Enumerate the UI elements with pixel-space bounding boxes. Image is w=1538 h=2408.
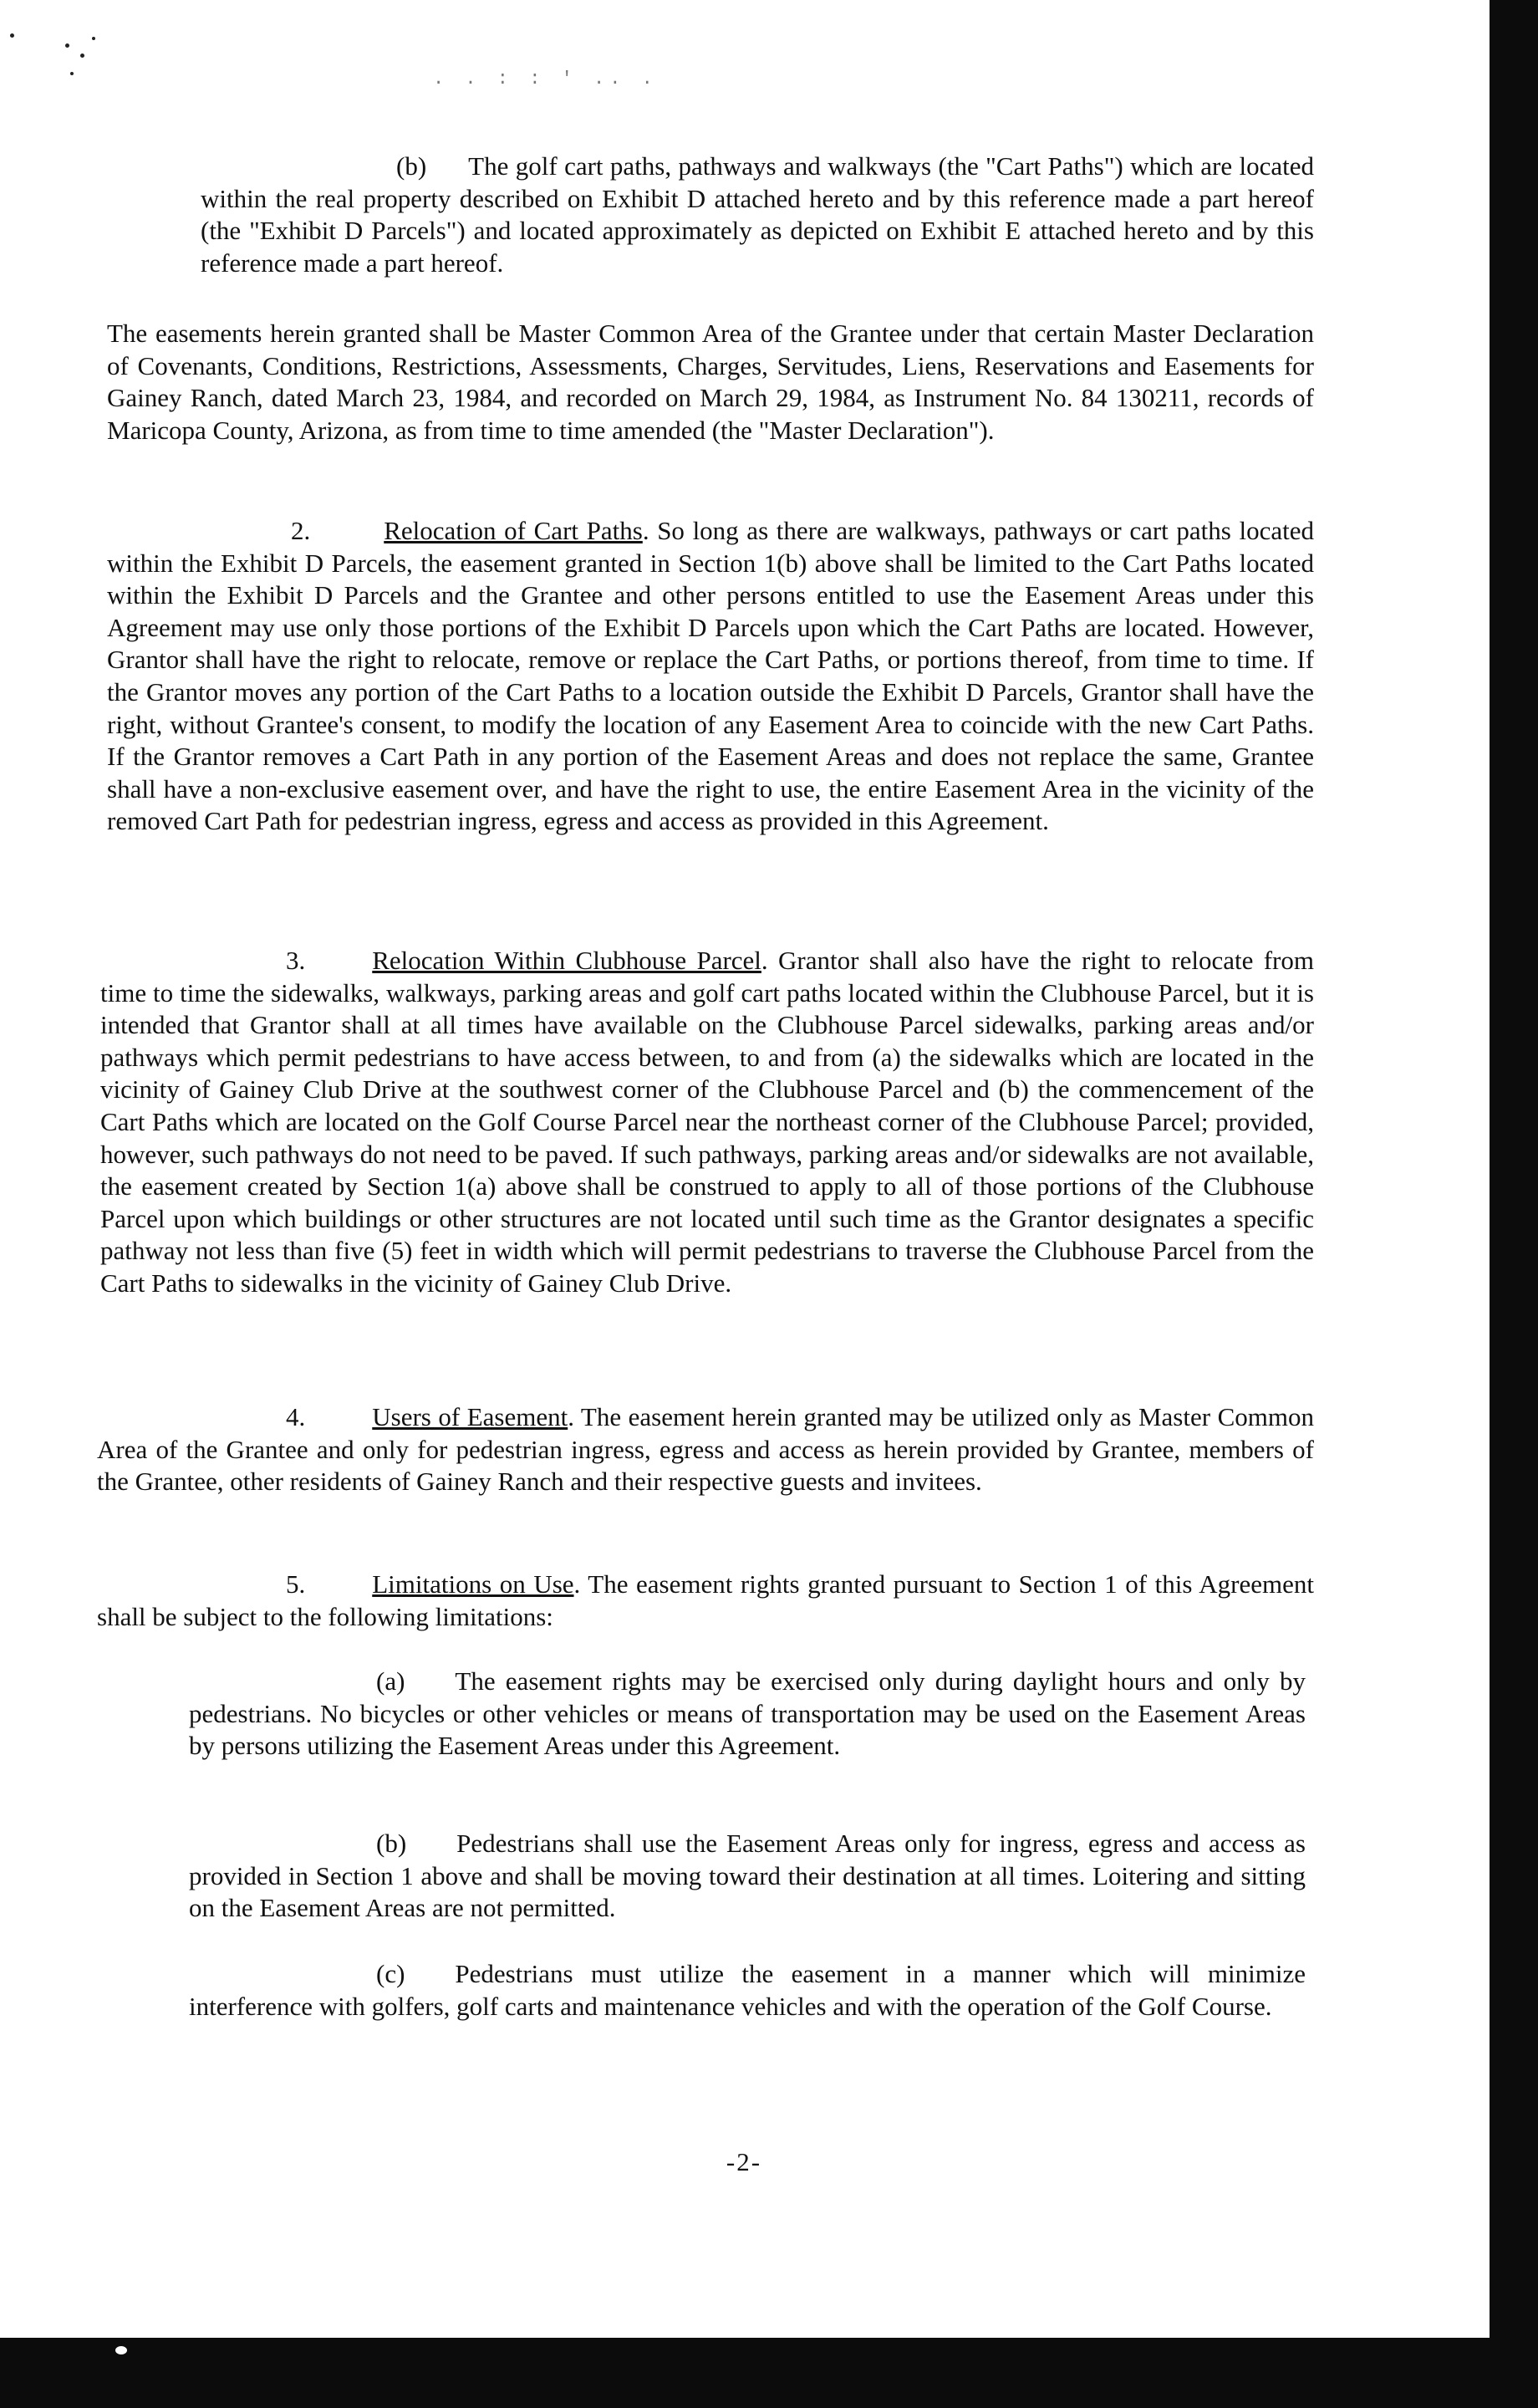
subparagraph-label: (b) xyxy=(376,1829,407,1858)
section-5a xyxy=(189,1666,1306,1763)
section-text: . The easement rights granted pursuant to Section 1 of this Agreement shall be subject to the following limitations: xyxy=(97,1569,1314,1631)
scan-edge-right xyxy=(1490,0,1538,2408)
page-number: -2- xyxy=(726,2147,762,2176)
section-heading: Relocation of Cart Paths xyxy=(384,516,643,545)
subparagraph-label: (a) xyxy=(376,1666,405,1696)
paragraph-text: The golf cart paths, pathways and walkways (the "Cart Paths") which are located within the real property described on Exhibit D attached hereto and by this reference made a part hereof (the "Exhibit D Parcels") and located approximately as depicted on Exhibit E attached hereto and by this reference made a part hereof. xyxy=(201,151,1314,278)
section-4 xyxy=(97,1401,1314,1498)
paragraph-1b xyxy=(201,150,1314,279)
paragraph-text: The easement rights may be exercised only during daylight hours and only by pedestrians. No bicycles or other vehicles or means of transportation may be used on the Easement Areas by persons utilizing the Easement Areas under this Agreement. xyxy=(189,1666,1306,1761)
scan-speck xyxy=(10,33,14,38)
section-2 xyxy=(107,515,1314,838)
paragraph-text: The easements herein granted shall be Master Common Area of the Grantee under that certain Master Declaration of Covenants, Conditions, Restrictions, Assessments, Charges, Servitudes, Liens, Reservations and Easements for Gainey Ranch, dated March 23, 1984, and recorded on March 29, 1984, as Instrument No. 84 130211, records of Maricopa County, Arizona, as from time to time amended (the "Master Declaration"). xyxy=(107,319,1314,445)
scan-speck xyxy=(65,43,69,48)
section-5c xyxy=(189,1958,1306,2023)
faint-stamp: . . : : ' .. . xyxy=(433,69,658,89)
section-number: 3. xyxy=(286,946,306,975)
scan-speck xyxy=(92,37,95,40)
scan-speck xyxy=(115,2346,127,2354)
section-text: . Grantor shall also have the right to relocate from time to time the sidewalks, walkways, parking areas and golf cart paths located within the Clubhouse Parcel, but it is intended that Grantor shall at all times have available on the Clubhouse Parcel sidewalks, parking areas and/or pathways which permit pedestrians to have access between, to and from (a) the sidewalks which are located in the vicinity of Gainey Club Drive at the southwest corner of the Clubhouse Parcel and (b) the commencement of the Cart Paths which are located on the Golf Course Parcel near the northeast corner of the Clubhouse Parcel; provided, however, such pathways do not need to be paved. If such pathways, parking areas and/or sidewalks are not available, the easement created by Section 1(a) above shall be construed to apply to all of those portions of the Clubhouse Parcel upon which buildings or other structures are not located until such time as the Grantor designates a specific pathway not less than five (5) feet in width which will permit pedestrians to traverse the Clubhouse Parcel from the Cart Paths to sidewalks in the vicinity of Gainey Club Drive. xyxy=(100,946,1314,1298)
section-number: 4. xyxy=(286,1402,306,1431)
section-3 xyxy=(100,945,1314,1300)
section-number: 5. xyxy=(286,1569,306,1599)
section-heading: Relocation Within Clubhouse Parcel xyxy=(372,946,761,975)
scan-speck xyxy=(70,72,74,75)
paragraph-text: Pedestrians shall use the Easement Areas only for ingress, egress and access as provided in Section 1 above and shall be moving toward their destination at all times. Loitering and sitting on the Easement Areas are not permitted. xyxy=(189,1829,1306,1923)
section-text: . The easement herein granted may be utilized only as Master Common Area of the Grantee and only for pedestrian ingress, egress and access as herein provided by Grantee, members of the Grantee, other residents of Gainey Ranch and their respective guests and invitees. xyxy=(97,1402,1314,1497)
section-5 xyxy=(97,1569,1314,1633)
subparagraph-label: (c) xyxy=(376,1959,405,1988)
section-heading: Limitations on Use xyxy=(372,1569,574,1599)
paragraph-text: Pedestrians must utilize the easement in a manner which will minimize interference with golfers, golf carts and maintenance vehicles and with the operation of the Golf Course. xyxy=(189,1959,1306,2021)
scan-speck xyxy=(80,54,84,58)
section-5b xyxy=(189,1828,1306,1925)
subparagraph-label: (b) xyxy=(396,151,427,181)
section-text: . So long as there are walkways, pathways or cart paths located within the Exhibit D Parcels, the easement granted in Section 1(b) above shall be limited to the Cart Paths located within the Exhibit D Parcels and the Grantee and other persons entitled to use the Easement Areas under this Agreement may use only those portions of the Exhibit D Parcels upon which the Cart Paths are located. However, Grantor shall have the right to relocate, remove or replace the Cart Paths, or portions thereof, from time to time. If the Grantor moves any portion of the Cart Paths to a location outside the Exhibit D Parcels, Grantor shall have the right, without Grantee's consent, to modify the location of any Easement Area to coincide with the new Cart Paths. If the Grantor removes a Cart Path in any portion of the Easement Areas and does not replace the same, Grantee shall have a non-exclusive easement over, and have the right to use, the entire Easement Area in the vicinity of the removed Cart Path for pedestrian ingress, egress and access as provided in this Agreement. xyxy=(107,516,1314,836)
section-number: 2. xyxy=(291,516,311,545)
paragraph-master-declaration xyxy=(107,318,1314,446)
scan-edge-bottom xyxy=(0,2338,1538,2408)
section-heading: Users of Easement xyxy=(372,1402,568,1431)
